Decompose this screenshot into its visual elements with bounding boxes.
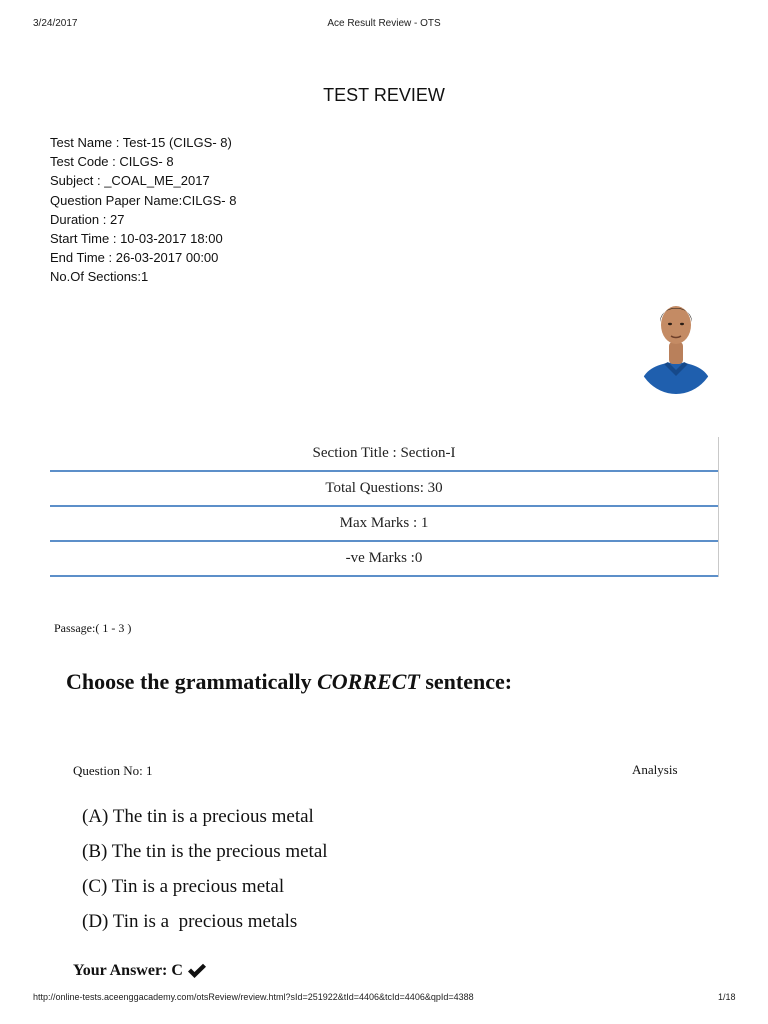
print-page-number: 1/18 (718, 992, 736, 1002)
section-title: Section Title : Section-I (50, 437, 718, 472)
option-d: (D) Tin is a precious metals (82, 911, 298, 932)
test-duration: Duration : 27 (50, 211, 125, 227)
option-c: (C) Tin is a precious metal (82, 876, 285, 897)
passage-range: Passage:( 1 - 3 ) (54, 621, 132, 635)
section-max-marks: Max Marks : 1 (50, 507, 718, 542)
your-answer-value: C (171, 962, 183, 979)
test-end-time: End Time : 26-03-2017 00:00 (50, 250, 219, 266)
print-page-title: Ace Result Review - OTS (327, 18, 441, 29)
test-start-time: Start Time : 10-03-2017 18:00 (50, 231, 223, 247)
test-code: Test Code : CILGS- 8 (50, 154, 174, 170)
avatar (634, 292, 718, 396)
page-title: TEST REVIEW (323, 85, 445, 105)
question-text (66, 669, 512, 695)
your-answer (73, 962, 207, 980)
print-date: 3/24/2017 (33, 18, 78, 29)
print-url: http://online-tests.aceenggacademy.com/otsReview/review.html?sId=251922&tId=4406&tcId=4406&qpId=4388 (33, 992, 474, 1002)
section-total-questions: Total Questions: 30 (50, 472, 718, 507)
test-info (50, 133, 236, 287)
question-text-emphasis: CORRECT (317, 669, 420, 694)
test-section-count: No.Of Sections:1 (50, 269, 149, 285)
question-text-prefix: Choose the grammatically (66, 669, 318, 694)
analysis-link[interactable]: Analysis (632, 762, 678, 777)
section-negative-marks: -ve Marks :0 (50, 542, 718, 577)
answer-options (82, 799, 328, 939)
option-a: (A) The tin is a precious metal (82, 806, 314, 827)
question-number: Question No: 1 (73, 763, 153, 778)
option-b: (B) The tin is the precious metal (82, 841, 328, 862)
question-text-suffix: sentence: (419, 669, 513, 694)
question-paper-name: Question Paper Name:CILGS- 8 (50, 192, 237, 208)
your-answer-label: Your Answer: (73, 962, 168, 979)
test-subject: Subject : _COAL_ME_2017 (50, 173, 210, 189)
check-icon (187, 963, 207, 979)
section-summary-table (50, 437, 719, 577)
test-name: Test Name : Test-15 (CILGS- 8) (50, 135, 232, 150)
